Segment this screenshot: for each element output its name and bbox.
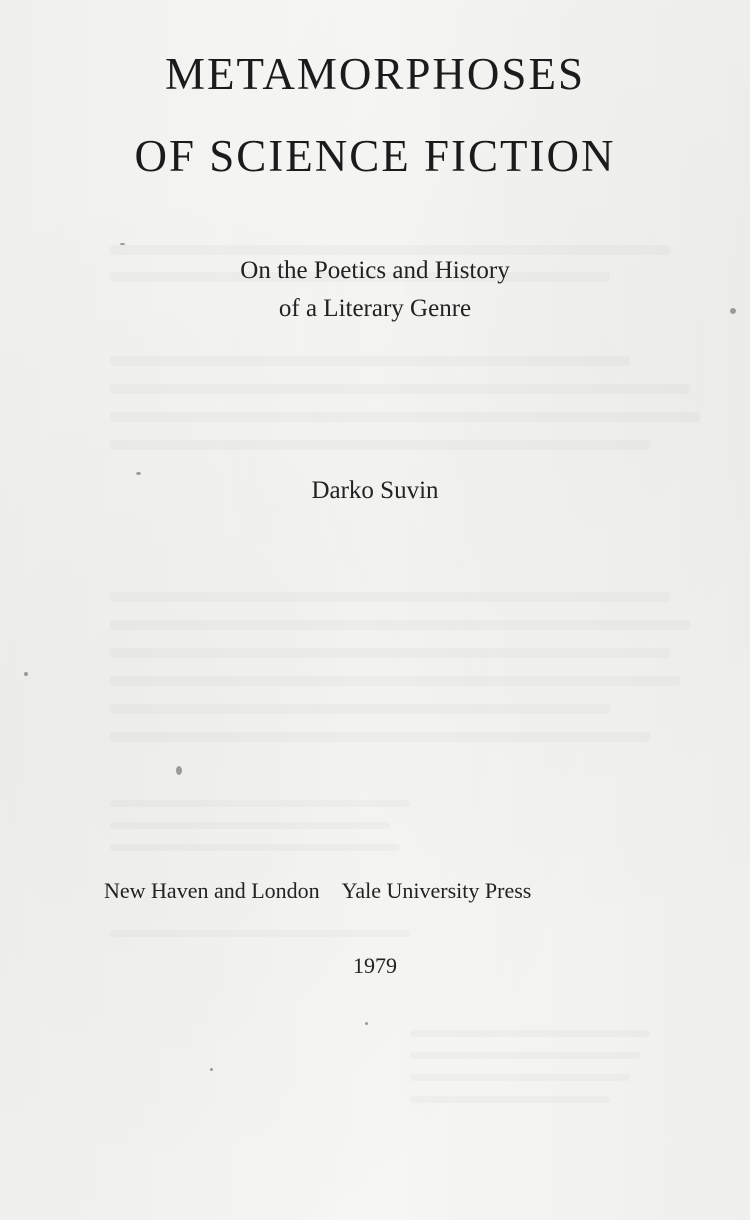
subtitle-line-2: of a Literary Genre — [278, 295, 472, 322]
show-through-line — [110, 245, 670, 255]
show-through-line — [410, 1074, 630, 1081]
paper-speck — [24, 672, 28, 676]
show-through-line — [110, 440, 650, 450]
publisher-name: Yale University Press — [341, 878, 532, 903]
author-name: Darko Suvin — [311, 477, 439, 504]
show-through-line — [110, 930, 410, 937]
show-through-line — [410, 1096, 610, 1103]
paper-speck — [365, 1022, 368, 1025]
publication-year: 1979 — [353, 953, 397, 978]
show-through-line — [110, 732, 650, 742]
paper-speck — [210, 1068, 213, 1071]
paper-speck — [176, 766, 182, 775]
show-through-line — [110, 800, 410, 807]
book-title-line-2: OF SCIENCE FICTION — [134, 131, 616, 181]
show-through-line — [110, 844, 400, 851]
show-through-line — [410, 1030, 650, 1037]
paper-speck — [120, 243, 125, 245]
subtitle-line-1: On the Poetics and History — [240, 257, 510, 284]
show-through-line — [110, 676, 680, 686]
show-through-line — [110, 704, 610, 714]
show-through-line — [110, 822, 390, 829]
show-through-line — [410, 1052, 640, 1059]
paper-speck — [136, 472, 141, 475]
show-through-line — [110, 620, 690, 630]
publisher-place: New Haven and London — [104, 878, 320, 903]
show-through-line — [110, 412, 700, 422]
show-through-line — [110, 384, 690, 394]
show-through-line — [110, 592, 670, 602]
show-through-line — [110, 356, 630, 366]
book-title-line-1: METAMORPHOSES — [165, 49, 585, 99]
show-through-line — [110, 648, 670, 658]
publisher-line — [104, 880, 531, 902]
